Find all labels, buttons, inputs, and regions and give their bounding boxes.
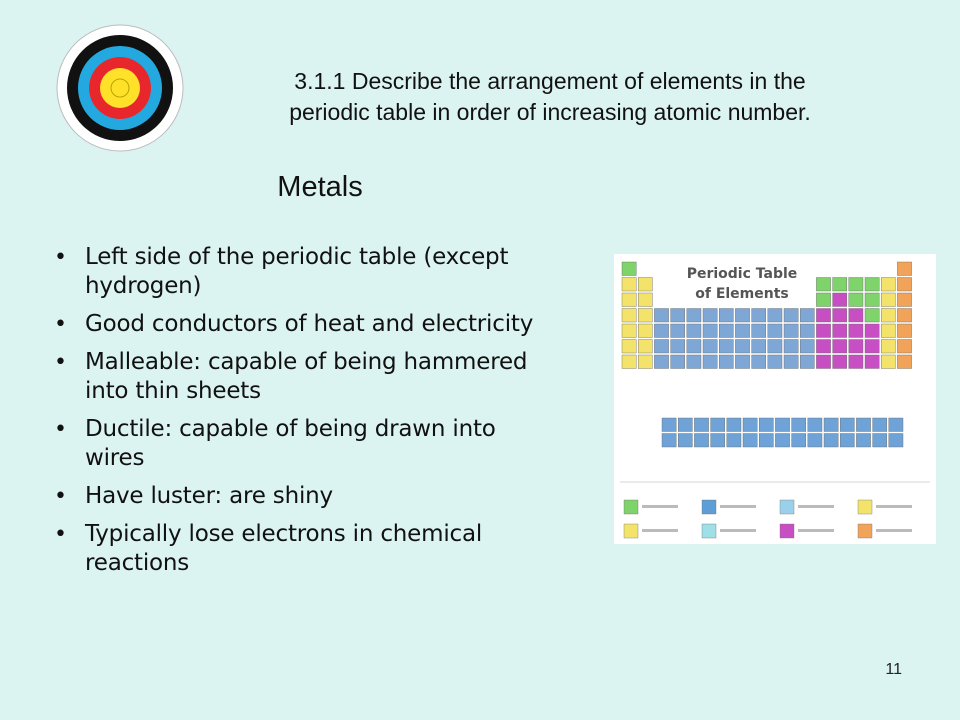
element-cell xyxy=(833,355,847,369)
element-cell xyxy=(833,309,847,323)
element-cell xyxy=(711,418,725,432)
element-cell xyxy=(687,324,701,338)
legend-swatch xyxy=(780,500,794,514)
slide-title: Metals xyxy=(277,171,363,203)
element-cell xyxy=(735,340,749,354)
element-cell xyxy=(881,293,895,307)
element-cell xyxy=(727,418,741,432)
element-cell xyxy=(694,434,708,448)
element-cell xyxy=(703,309,717,323)
element-cell xyxy=(768,340,782,354)
element-cell xyxy=(792,418,806,432)
element-cell xyxy=(833,340,847,354)
element-cell xyxy=(897,309,911,323)
element-cell xyxy=(752,340,766,354)
element-cell xyxy=(703,355,717,369)
element-cell xyxy=(622,340,636,354)
legend-text-blur xyxy=(876,505,912,508)
element-cell xyxy=(856,434,870,448)
archery-target-icon xyxy=(55,23,185,153)
legend-swatch xyxy=(624,500,638,514)
periodic-table-image xyxy=(614,254,936,544)
legend-text-blur xyxy=(876,529,912,532)
element-cell xyxy=(719,355,733,369)
element-cell xyxy=(897,355,911,369)
element-cell xyxy=(711,434,725,448)
element-cell xyxy=(768,309,782,323)
element-cell xyxy=(622,262,636,276)
element-cell xyxy=(654,309,668,323)
element-cell xyxy=(654,340,668,354)
legend-text-blur xyxy=(798,529,834,532)
element-cell xyxy=(752,324,766,338)
page-number: 11 xyxy=(885,661,902,678)
element-cell xyxy=(638,340,652,354)
legend-swatch xyxy=(624,524,638,538)
element-cell xyxy=(752,355,766,369)
element-cell xyxy=(662,434,676,448)
element-cell xyxy=(849,340,863,354)
element-cell xyxy=(849,309,863,323)
element-cell xyxy=(654,355,668,369)
element-cell xyxy=(849,293,863,307)
element-cell xyxy=(865,293,879,307)
element-cell xyxy=(881,309,895,323)
element-cell xyxy=(856,418,870,432)
element-cell xyxy=(833,278,847,292)
element-cell xyxy=(840,434,854,448)
element-cell xyxy=(833,293,847,307)
element-cell xyxy=(719,309,733,323)
element-cell xyxy=(800,324,814,338)
legend-text-blur xyxy=(642,505,678,508)
element-cell xyxy=(849,278,863,292)
element-cell xyxy=(638,324,652,338)
element-cell xyxy=(654,324,668,338)
legend-swatch xyxy=(702,500,716,514)
element-cell xyxy=(768,355,782,369)
element-cell xyxy=(735,355,749,369)
element-cell xyxy=(622,324,636,338)
element-cell xyxy=(800,340,814,354)
element-cell xyxy=(897,278,911,292)
element-cell xyxy=(775,434,789,448)
element-cell xyxy=(638,309,652,323)
element-cell xyxy=(833,324,847,338)
element-cell xyxy=(816,309,830,323)
element-cell xyxy=(638,293,652,307)
element-cell xyxy=(865,324,879,338)
element-cell xyxy=(638,355,652,369)
element-cell xyxy=(784,324,798,338)
element-cell xyxy=(622,293,636,307)
element-cell xyxy=(824,418,838,432)
element-cell xyxy=(816,293,830,307)
element-cell xyxy=(622,355,636,369)
element-cell xyxy=(865,309,879,323)
legend-swatch xyxy=(858,524,872,538)
periodic-table-heading-1: Periodic Table xyxy=(686,266,798,282)
bullet-item: • Malleable: capable of being hammered into thin sheets xyxy=(48,348,608,406)
legend-text-blur xyxy=(642,529,678,532)
element-cell xyxy=(694,418,708,432)
objective-line-1: 3.1.1 Describe the arrangement of elements in the xyxy=(294,68,806,94)
element-cell xyxy=(759,418,773,432)
element-cell xyxy=(865,278,879,292)
element-cell xyxy=(743,434,757,448)
bullet-item: • Left side of the periodic table (except hydrogen) xyxy=(48,243,608,301)
element-cell xyxy=(743,418,757,432)
bullet-item: • Ductile: capable of being drawn into wires xyxy=(48,415,608,473)
element-cell xyxy=(638,278,652,292)
element-cell xyxy=(881,278,895,292)
element-cell xyxy=(816,278,830,292)
element-cell xyxy=(784,340,798,354)
element-cell xyxy=(873,418,887,432)
learning-objective xyxy=(230,66,870,128)
element-cell xyxy=(849,355,863,369)
element-cell xyxy=(752,309,766,323)
bullet-item: • Typically lose electrons in chemical reactions xyxy=(48,520,608,578)
element-cell xyxy=(808,434,822,448)
element-cell xyxy=(687,355,701,369)
element-cell xyxy=(671,355,685,369)
element-cell xyxy=(816,324,830,338)
bullet-item: • Good conductors of heat and electricity xyxy=(48,310,608,339)
element-cell xyxy=(881,340,895,354)
element-cell xyxy=(865,355,879,369)
element-cell xyxy=(816,340,830,354)
element-cell xyxy=(881,324,895,338)
element-cell xyxy=(800,355,814,369)
legend-text-blur xyxy=(798,505,834,508)
element-cell xyxy=(671,340,685,354)
element-cell xyxy=(881,355,895,369)
element-cell xyxy=(889,434,903,448)
element-cell xyxy=(784,309,798,323)
element-cell xyxy=(800,309,814,323)
element-cell xyxy=(824,434,838,448)
element-cell xyxy=(719,340,733,354)
legend-swatch xyxy=(780,524,794,538)
element-cell xyxy=(873,434,887,448)
element-cell xyxy=(840,418,854,432)
element-cell xyxy=(808,418,822,432)
element-cell xyxy=(671,309,685,323)
element-cell xyxy=(671,324,685,338)
element-cell xyxy=(897,262,911,276)
element-cell xyxy=(792,434,806,448)
element-cell xyxy=(735,309,749,323)
element-cell xyxy=(889,418,903,432)
element-cell xyxy=(897,293,911,307)
element-cell xyxy=(622,278,636,292)
element-cell xyxy=(703,324,717,338)
element-cell xyxy=(775,418,789,432)
element-cell xyxy=(622,309,636,323)
element-cell xyxy=(897,340,911,354)
element-cell xyxy=(678,418,692,432)
element-cell xyxy=(687,340,701,354)
element-cell xyxy=(784,355,798,369)
periodic-table-heading-2: of Elements xyxy=(695,286,789,302)
element-cell xyxy=(759,434,773,448)
element-cell xyxy=(897,324,911,338)
element-cell xyxy=(727,434,741,448)
bullet-list xyxy=(48,243,608,587)
bullet-item: • Have luster: are shiny xyxy=(48,482,608,511)
legend-swatch xyxy=(702,524,716,538)
element-cell xyxy=(678,434,692,448)
element-cell xyxy=(865,340,879,354)
objective-line-2: periodic table in order of increasing atomic number. xyxy=(289,99,811,125)
legend-text-blur xyxy=(720,505,756,508)
element-cell xyxy=(735,324,749,338)
element-cell xyxy=(849,324,863,338)
element-cell xyxy=(687,309,701,323)
legend-text-blur xyxy=(720,529,756,532)
element-cell xyxy=(662,418,676,432)
element-cell xyxy=(816,355,830,369)
element-cell xyxy=(703,340,717,354)
legend-swatch xyxy=(858,500,872,514)
element-cell xyxy=(768,324,782,338)
element-cell xyxy=(719,324,733,338)
